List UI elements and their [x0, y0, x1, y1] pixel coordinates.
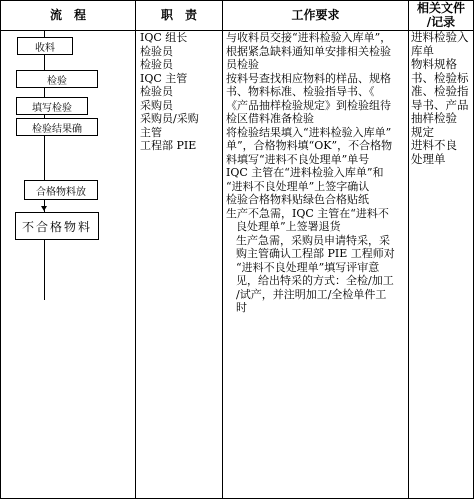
requirement-line: 将检验结果填入“进料检验入库单”: [226, 125, 392, 139]
requirement-line: “进料不良处理单”填写评审意: [236, 260, 380, 274]
requirement-line: 生产急需，采购员申请特采，采: [236, 233, 390, 247]
requirement-line: 书、物料标准、检验指导书、《: [226, 85, 375, 98]
duty-line: 采购员/采购: [140, 112, 199, 125]
header-flow: 流 程: [49, 8, 86, 22]
requirement-line: 料填写“进料不良处理单”单号: [226, 152, 370, 166]
header-records: 相关文件 /记录: [416, 1, 465, 29]
record-line: 规定: [411, 124, 434, 139]
requirement-line: 见，给出特采的方式：全检/加工: [236, 274, 394, 287]
record-line: 导书、产品: [411, 97, 469, 112]
records-column: [411, 31, 473, 166]
flow-box-inspect: 检验: [16, 70, 98, 88]
flow-box-release-ok: 合格物料放: [24, 180, 98, 200]
column-divider-2: [222, 0, 223, 499]
column-divider-1: [135, 0, 136, 499]
requirement-line: 员检验: [226, 58, 259, 71]
duty-line: 主管: [140, 125, 162, 139]
record-line: 进料检验入: [411, 30, 469, 44]
record-line: 抽样检验: [411, 111, 457, 125]
requirement-line: 良处理单”上签署退货: [236, 220, 341, 233]
record-line: 物料规格: [411, 57, 457, 71]
duty-line: 检验员: [140, 44, 173, 58]
record-line: 库单: [411, 43, 434, 58]
flow-connector-bottom: [44, 240, 45, 300]
requirement-line: 单”，合格物料填“OK”，不合格物: [226, 139, 393, 152]
requirement-line: 检区借料准备检验: [226, 112, 314, 125]
requirement-line: 与收料员交接“进料检验入库单”，: [226, 31, 392, 44]
requirement-line: 根据紧急缺料通知单安排相关检验: [226, 44, 391, 58]
record-line: 准、检验指: [411, 84, 469, 98]
duty-line: 检验员: [140, 58, 173, 71]
record-line: 处理单: [411, 151, 446, 166]
requirement-line: 《产品抽样检验规定》到检验组待: [226, 98, 391, 112]
table-border-left: [0, 0, 1, 499]
requirement-line: 时: [236, 301, 247, 314]
flow-arrow-down: [41, 206, 47, 211]
duty-line: 工程部 PIE: [140, 139, 197, 152]
requirement-line: “进料不良处理单”上签字确认: [226, 179, 370, 193]
duty-line: IQC 主管: [140, 71, 188, 85]
record-line: 进料不良: [411, 138, 457, 152]
header-duty: 职 责: [160, 8, 197, 22]
flow-box-receive: 收料: [17, 37, 73, 55]
requirement-line: 生产不急需，IQC 主管在“进料不: [226, 206, 389, 220]
duties-column: [140, 31, 222, 153]
record-line: 书、检验标: [411, 70, 469, 85]
duty-line: 检验员: [140, 85, 173, 98]
requirement-line: 按料号查找相应物料的样品、规格: [226, 71, 391, 85]
flow-box-confirm-result: 检验结果确: [16, 118, 98, 136]
requirement-line: IQC 主管在“进料检验入库单”和: [226, 166, 384, 179]
requirement-line: 检验合格物料贴绿色合格贴纸: [226, 193, 369, 206]
requirements-column: [226, 31, 406, 315]
requirement-line: 购主管确认工程部 PIE 工程师对: [236, 247, 395, 260]
flow-box-fill-record: 填写检验: [16, 97, 88, 115]
duty-line: IQC 组长: [140, 31, 188, 44]
header-requirements: 工作要求: [291, 8, 340, 22]
column-divider-3: [408, 0, 409, 499]
duty-line: 采购员: [140, 98, 173, 112]
requirement-line: /试产，并注明加工/全检单件工: [236, 287, 387, 301]
flow-box-nonconforming: 不合格物料: [15, 212, 99, 240]
